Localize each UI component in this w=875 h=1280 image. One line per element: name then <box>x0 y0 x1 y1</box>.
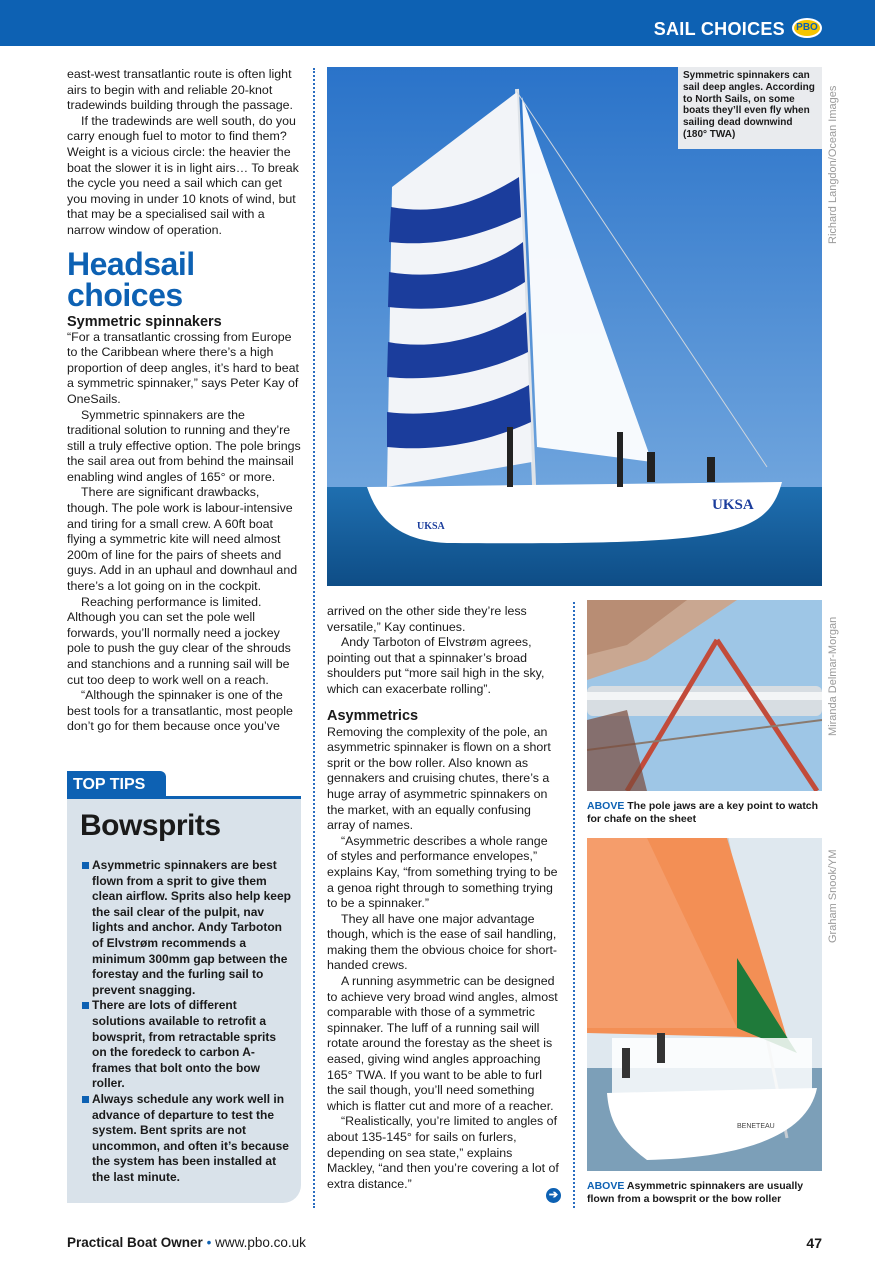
body-paragraph: “For a transatlantic crossing from Europe to the Caribbean where there’s a high proportion of deep angles, it’s hard to beat a symmetric spinnaker,” says Peter Kay of OneSails. <box>67 329 299 406</box>
footer-separator: • <box>206 1235 212 1250</box>
tip-item: Asymmetric spinnakers are best flown from a sprit to give them clean airflow. Sprits also help keep the sail clear of the pulpit, nav lights and anchor. Andy Tarboton of Elvstrøm recommends a minimum 300mm gap between the forestay and the furling sail to prevent snagging. <box>82 858 292 998</box>
body-paragraph: “Realistically, you’re limited to angles of about 135-145° for sails on furlers, depending on sea state,” explains Mackley, “and then you’re covering a lot of extra distance.” <box>327 1114 559 1191</box>
main-photo-caption: Symmetric spinnakers can sail deep angles. According to North Sails, on some boats they’ll even fly when sailing dead downwind (180° TWA) <box>678 67 822 149</box>
top-tips-tab: TOP TIPS <box>67 771 166 799</box>
main-photo-credit: Richard Langdon/Ocean Images <box>827 85 839 244</box>
tip-item: There are lots of different solutions available to retrofit a bowsprit, from retractable sprits on the foredeck to carbon A-frames that bolt onto the bow roller. <box>82 998 292 1092</box>
body-paragraph: arrived on the other side they’re less versatile,” Kay continues. <box>327 604 527 634</box>
column-middle <box>327 604 561 1192</box>
body-paragraph: If the tradewinds are well south, do you carry enough fuel to motor to find them? Weight is a vicious circle: the heavier the boat the slower it is in light airs… To break the cycle you need a sail which can get you moving in under 10 knots of wind, but that may be a specialised sail with a narrow window of operation. <box>67 113 299 237</box>
bow-text-uksa: UKSA <box>417 521 445 532</box>
body-paragraph: Symmetric spinnakers are the traditional solution to running and they’re still a truly effective option. The pole brings the sail area out from behind the mainsail enabling wind angles of 165° or more. <box>67 407 301 484</box>
caption-label: ABOVE <box>587 1180 625 1192</box>
top-tips-title: Bowsprits <box>80 809 221 842</box>
body-paragraph: east-west transatlantic route is often light airs to begin with and reliable 20-knot tradewinds building through the passage. <box>67 67 293 113</box>
body-paragraph: Andy Tarboton of Elvstrøm agrees, pointing out that a spinnaker’s broad shoulders put “more sail high in the sky, which can exacerbate rolling”. <box>327 635 545 696</box>
asym-photo-caption <box>587 1180 822 1205</box>
continue-arrow-icon: ➔ <box>546 1188 561 1203</box>
asymmetric-illustration <box>587 838 822 1171</box>
main-photo-sailboat <box>327 67 822 586</box>
top-tips-list <box>82 858 292 1185</box>
caption-label: ABOVE <box>587 800 625 812</box>
footer-website[interactable]: www.pbo.co.uk <box>215 1235 306 1250</box>
footer-magazine <box>67 1235 306 1250</box>
subheading-symmetric: Symmetric spinnakers <box>67 313 222 330</box>
section-heading <box>67 245 302 313</box>
body-paragraph: Removing the complexity of the pole, an asymmetric spinnaker is flown on a short sprit or the bow roller. Also known as gennakers and cruising chutes, there’s a huge array of asymmetric spinnakers on the market, with an equally confusing array of names. <box>327 724 551 833</box>
body-paragraph: “Although the spinnaker is one of the best tools for a transatlantic, most people don’t go for them because once you’ve <box>67 688 293 734</box>
body-paragraph: A running asymmetric can be designed to achieve very broad wind angles, almost comparable with those of a symmetric spinnaker. The luff of a running sail will rotate around the forestay as the sheet is eased, giving wind angles approaching 165° TWA. If you want to be able to furl the sail though, you’ll need something which is flatter cut and more of a reacher. <box>327 974 558 1113</box>
hull-text-beneteau: BENETEAU <box>737 1123 775 1130</box>
pbo-logo: PBO <box>792 18 822 38</box>
pole-jaws-photo <box>587 600 822 791</box>
body-paragraph: “Asymmetric describes a whole range of styles and performance envelopes,” explains Kay, “from something trying to be a genoa right through to something trying to be a spinnaker.” <box>327 833 558 911</box>
heading-line: choices <box>67 276 183 313</box>
caption-text: Asymmetric spinnakers are usually flown from a bowsprit or the bow roller <box>587 1180 804 1205</box>
pole-jaws-illustration <box>587 600 822 791</box>
subheading-asymmetrics: Asymmetrics <box>327 707 419 724</box>
body-paragraph: Reaching performance is limited. Although you can set the pole well forwards, you’ll normally need a jockey pole to push the guy clear of the shrouds and stanchions and a running sail will be cut too deep to work well on a reach. <box>67 594 291 687</box>
pole-photo-caption <box>587 800 822 825</box>
heading-line: Headsail <box>67 245 195 282</box>
header-bar <box>0 0 875 46</box>
body-paragraph: They all have one major advantage though, which is the ease of sail handling, making them the obvious choice for short-handed crews. <box>327 911 558 973</box>
page-number: 47 <box>806 1235 822 1251</box>
body-paragraph: There are significant drawbacks, though. The pole work is labour-intensive and tiring for a small crew. A 60ft boat flying a symmetric kite will need almost 200m of line for the pairs of sheets and guys. Add in an uphaul and downhaul and there’s a lot going on in the cockpit. <box>67 485 298 594</box>
column-divider <box>573 602 575 1208</box>
column-left <box>67 67 302 735</box>
magazine-name: Practical Boat Owner <box>67 1235 203 1250</box>
asymmetric-spinnaker-photo <box>587 838 822 1171</box>
hull-text-uksa: UKSA <box>712 497 754 513</box>
asym-photo-credit: Graham Snook/YM <box>827 849 839 943</box>
caption-text: The pole jaws are a key point to watch for chafe on the sheet <box>587 800 819 825</box>
pole-photo-credit: Miranda Delmar-Morgan <box>827 616 839 736</box>
column-divider <box>313 68 315 1208</box>
tip-item: Always schedule any work well in advance of departure to test the system. Bent sprits are not uncommon, and often it’s because the system has been installed at the last minute. <box>82 1092 292 1186</box>
section-title: SAIL CHOICES <box>653 19 785 39</box>
